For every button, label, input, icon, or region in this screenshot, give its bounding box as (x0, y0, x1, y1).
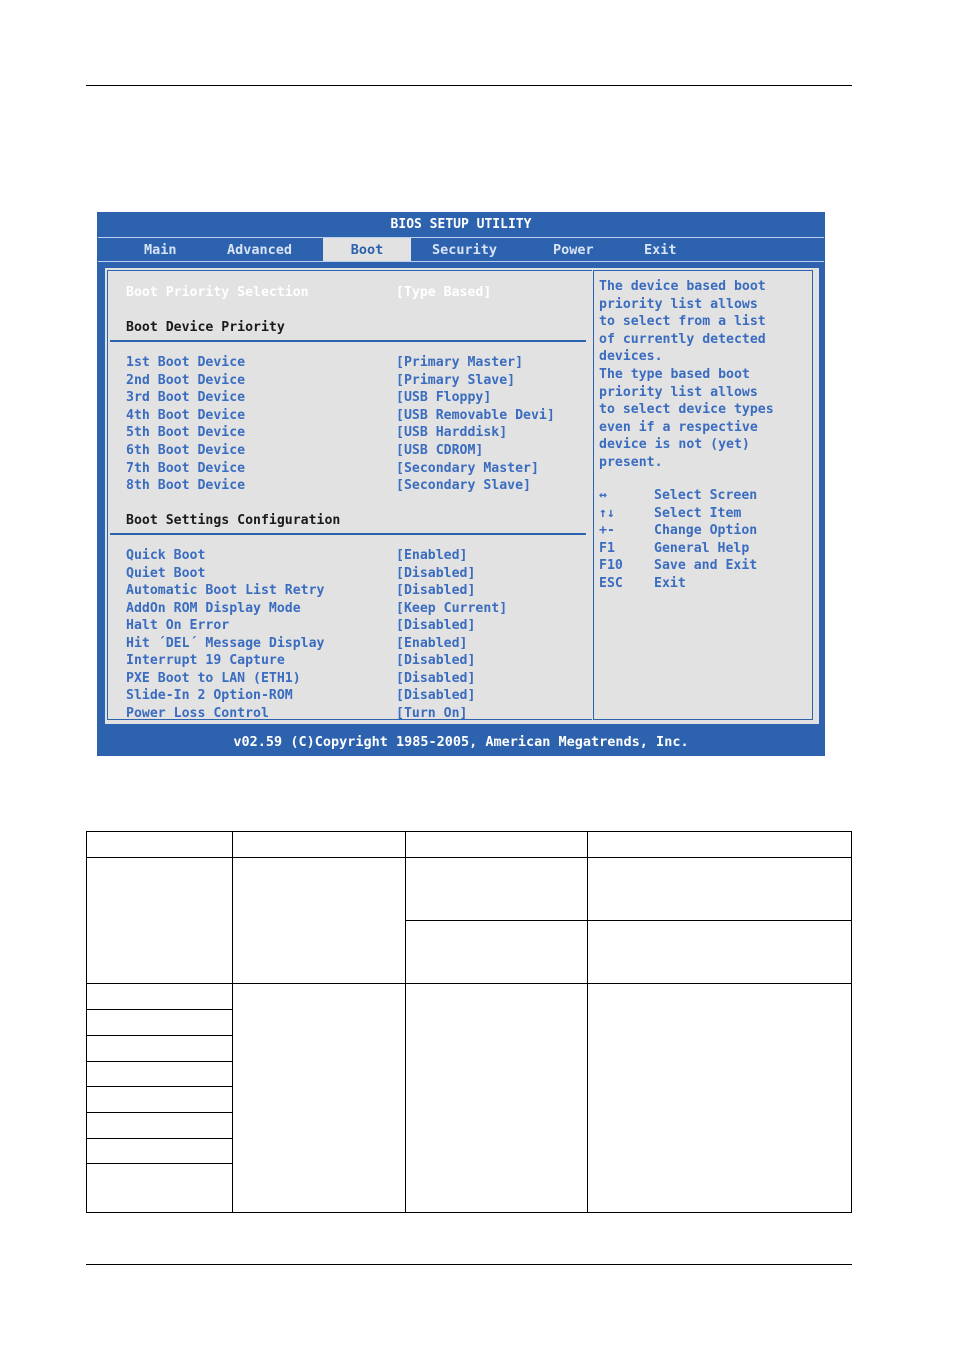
bios-screenshot (97, 212, 825, 756)
help-line: device is not (yet) (599, 437, 750, 453)
table-cell (86, 1163, 233, 1213)
table-cell (232, 857, 406, 984)
table-cell (232, 983, 406, 1213)
boot-device-value[interactable]: [Primary Slave] (396, 372, 516, 388)
boot-setting-label[interactable]: AddOn ROM Display Mode (126, 600, 301, 616)
separator (110, 533, 586, 535)
boot-device-value[interactable]: [USB Removable Devi] (396, 407, 555, 423)
table-cell (86, 1112, 233, 1139)
table-cell (86, 857, 233, 984)
boot-device-value[interactable]: [USB Harddisk] (396, 425, 508, 441)
boot-device-label[interactable]: 7th Boot Device (126, 460, 246, 476)
boot-setting-label[interactable]: Interrupt 19 Capture (126, 653, 285, 668)
boot-setting-label[interactable]: Power Loss Control (126, 705, 269, 721)
bios-menubar (98, 237, 824, 262)
bios-body (103, 266, 821, 726)
bios-help-panel (593, 270, 813, 720)
tab-boot[interactable]: Boot (323, 238, 411, 261)
tab-main[interactable]: Main (144, 242, 177, 258)
help-line: priority list allows (599, 296, 758, 312)
help-line: even if a respective (599, 419, 758, 435)
key-action: Select Screen (654, 488, 758, 503)
document-table (86, 831, 852, 1213)
key-name: +- (599, 523, 615, 538)
boot-setting-label[interactable]: Hit ´DEL´ Message Display (126, 635, 325, 651)
key-name: F10 (599, 558, 623, 573)
table-cell (86, 1138, 233, 1164)
section-boot-settings-configuration: Boot Settings Configuration (126, 513, 341, 528)
boot-setting-value[interactable]: [Disabled] (396, 653, 476, 668)
boot-device-label[interactable]: 1st Boot Device (126, 355, 246, 370)
tab-security[interactable]: Security (432, 242, 498, 258)
boot-device-label[interactable]: 6th Boot Device (126, 443, 246, 458)
separator (110, 340, 586, 342)
key-name: ↔ (599, 488, 607, 503)
help-line: to select device types (599, 402, 774, 418)
boot-device-value[interactable]: [USB CDROM] (396, 443, 484, 458)
key-name: ESC (599, 575, 623, 591)
tab-exit[interactable]: Exit (644, 242, 677, 258)
boot-device-label[interactable]: 8th Boot Device (126, 478, 246, 494)
bios-settings-panel (107, 270, 592, 720)
boot-setting-value[interactable]: [Enabled] (396, 548, 468, 563)
boot-device-label[interactable]: 3rd Boot Device (126, 390, 246, 406)
boot-setting-value[interactable]: [Disabled] (396, 618, 476, 633)
boot-priority-selection-label[interactable]: Boot Priority Selection (126, 285, 309, 300)
table-header-cell (405, 831, 588, 858)
help-line: devices. (599, 349, 663, 365)
header-rule (86, 85, 852, 86)
table-cell (86, 1086, 233, 1113)
boot-device-value[interactable]: [Secondary Slave] (396, 478, 531, 494)
table-cell (86, 1035, 233, 1062)
key-action: General Help (654, 540, 750, 556)
tab-power[interactable]: Power (553, 242, 594, 258)
footer-rule (86, 1264, 852, 1265)
key-name: F1 (599, 540, 615, 556)
tab-advanced[interactable]: Advanced (227, 242, 293, 258)
table-cell (405, 857, 588, 921)
section-boot-device-priority: Boot Device Priority (126, 320, 285, 335)
help-line: priority list allows (599, 384, 758, 400)
boot-setting-label[interactable]: Slide-In 2 Option-ROM (126, 688, 293, 703)
key-action: Select Item (654, 505, 742, 521)
boot-device-label[interactable]: 5th Boot Device (126, 425, 246, 441)
table-cell (86, 983, 233, 1010)
boot-device-label[interactable]: 4th Boot Device (126, 407, 246, 423)
boot-setting-label[interactable]: Quiet Boot (126, 565, 206, 581)
bios-title: BIOS SETUP UTILITY (390, 217, 532, 232)
table-header-cell (587, 831, 852, 858)
key-action: Exit (654, 575, 686, 591)
boot-setting-value[interactable]: [Turn On] (396, 705, 468, 721)
table-header-cell (232, 831, 406, 858)
table-header-cell (86, 831, 233, 858)
boot-setting-value[interactable]: [Enabled] (396, 635, 468, 651)
help-line: The type based boot (599, 367, 750, 382)
table-cell (587, 857, 852, 921)
key-action: Change Option (654, 523, 758, 538)
table-cell (587, 920, 852, 984)
boot-setting-value[interactable]: [Disabled] (396, 565, 476, 581)
table-cell (405, 920, 588, 984)
boot-setting-label[interactable]: PXE Boot to LAN (ETH1) (126, 670, 301, 686)
boot-device-value[interactable]: [USB Floppy] (396, 390, 492, 406)
boot-setting-value[interactable]: [Keep Current] (396, 600, 508, 616)
boot-setting-label[interactable]: Automatic Boot List Retry (126, 583, 325, 598)
key-action: Save and Exit (654, 558, 758, 573)
boot-device-value[interactable]: [Primary Master] (396, 355, 524, 370)
key-name: ↑↓ (599, 505, 615, 521)
boot-priority-selection-value[interactable]: [Type Based] (396, 285, 492, 300)
boot-device-label[interactable]: 2nd Boot Device (126, 372, 246, 388)
help-line: of currently detected (599, 331, 766, 347)
boot-device-value[interactable]: [Secondary Master] (396, 460, 539, 476)
boot-setting-value[interactable]: [Disabled] (396, 688, 476, 703)
table-cell (86, 1009, 233, 1036)
table-cell (86, 1061, 233, 1087)
table-cell (405, 983, 588, 1213)
help-line: present. (599, 455, 663, 470)
boot-setting-value[interactable]: [Disabled] (396, 583, 476, 598)
bios-footer: v02.59 (C)Copyright 1985-2005, American Megatrends, Inc. (233, 734, 689, 750)
help-line: The device based boot (599, 279, 766, 294)
boot-setting-label[interactable]: Halt On Error (126, 618, 230, 633)
boot-setting-value[interactable]: [Disabled] (396, 670, 476, 686)
table-cell (587, 983, 852, 1213)
help-line: to select from a list (599, 314, 766, 330)
boot-setting-label[interactable]: Quick Boot (126, 548, 206, 563)
